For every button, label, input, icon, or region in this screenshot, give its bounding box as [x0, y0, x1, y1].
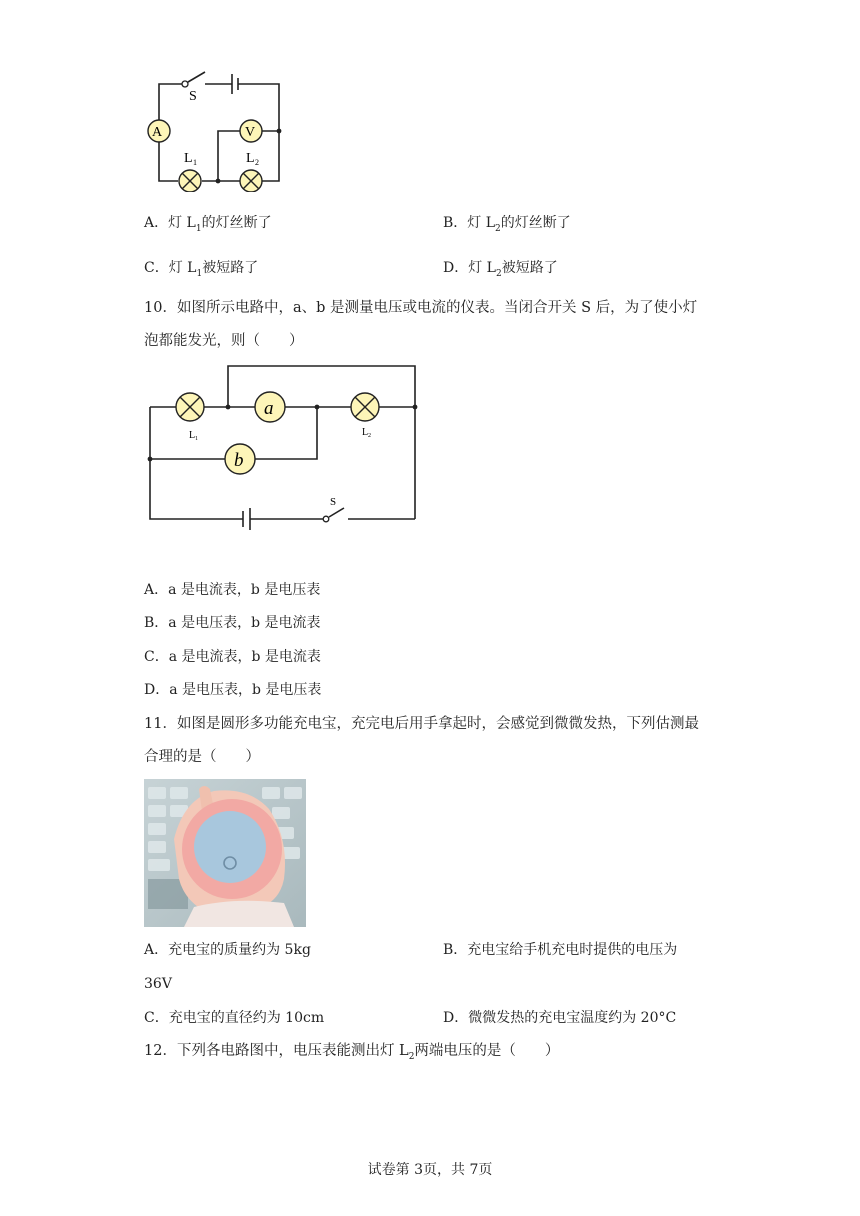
svg-text:L: L [362, 427, 369, 438]
svg-text:L: L [189, 430, 196, 441]
q10-stem-line1: 10．如图所示电路中，a、b 是测量电压或电流的仪表。当闭合开关 S 后，为了使小灯 [144, 300, 698, 316]
svg-text:b: b [234, 450, 244, 471]
q10-option-b[interactable]: B．a 是电压表，b 是电流表 [144, 615, 321, 631]
svg-text:L: L [246, 151, 255, 166]
svg-text:A: A [152, 125, 163, 140]
svg-text:2: 2 [368, 433, 371, 439]
svg-text:S: S [330, 496, 337, 508]
svg-text:2: 2 [255, 158, 259, 167]
q9-option-c[interactable]: C．灯 $L_1$被短路了 [144, 260, 259, 279]
page-footer: 试卷第 3页，共 7页 [367, 1162, 493, 1178]
q10-stem-line2: 泡都能发光，则（ ） [144, 333, 304, 349]
q10-lamp1 [176, 393, 204, 421]
svg-text:L: L [184, 151, 193, 166]
q10-option-c[interactable]: C．a 是电流表，b 是电流表 [144, 649, 321, 665]
q11-option-a[interactable]: A．充电宝的质量约为 5kg [144, 942, 311, 958]
q10-circuit-diagram [140, 360, 430, 530]
q11-stem-line2: 合理的是（ ） [144, 749, 260, 765]
svg-text:S: S [189, 89, 197, 104]
q9-circuit-diagram [140, 62, 300, 192]
q9-option-b[interactable]: B．灯 $L_2$的灯丝断了 [443, 215, 571, 234]
q10-option-a[interactable]: A．a 是电流表，b 是电压表 [144, 582, 321, 598]
q11-option-b-line2[interactable]: 36V [144, 976, 172, 992]
q12-stem: 12．下列各电路图中，电压表能测出灯 $L_2$两端电压的是（ ） [144, 1043, 560, 1062]
svg-text:1: 1 [193, 158, 197, 167]
q9-option-d[interactable]: D．灯 $L_2$被短路了 [443, 260, 558, 279]
q11-option-d[interactable]: D．微微发热的充电宝温度约为 20°C [443, 1010, 677, 1026]
q10-lamp2 [351, 393, 379, 421]
q9-lamp1 [179, 170, 201, 192]
q9-lamp2 [240, 170, 262, 192]
q11-option-c[interactable]: C．充电宝的直径约为 10cm [144, 1010, 325, 1026]
q10-option-d[interactable]: D．a 是电压表，b 是电压表 [144, 682, 322, 698]
power-bank-photo [144, 779, 306, 927]
svg-text:a: a [264, 398, 274, 419]
svg-text:1: 1 [195, 436, 198, 442]
q11-stem-line1: 11．如图是圆形多功能充电宝，充完电后用手拿起时，会感觉到微微发热，下列估测最 [144, 716, 699, 732]
q9-option-a[interactable]: A．灯 $L_1$的灯丝断了 [144, 215, 272, 234]
svg-text:V: V [245, 125, 256, 140]
q11-option-b-line1[interactable]: B．充电宝给手机充电时提供的电压为 [443, 942, 678, 958]
